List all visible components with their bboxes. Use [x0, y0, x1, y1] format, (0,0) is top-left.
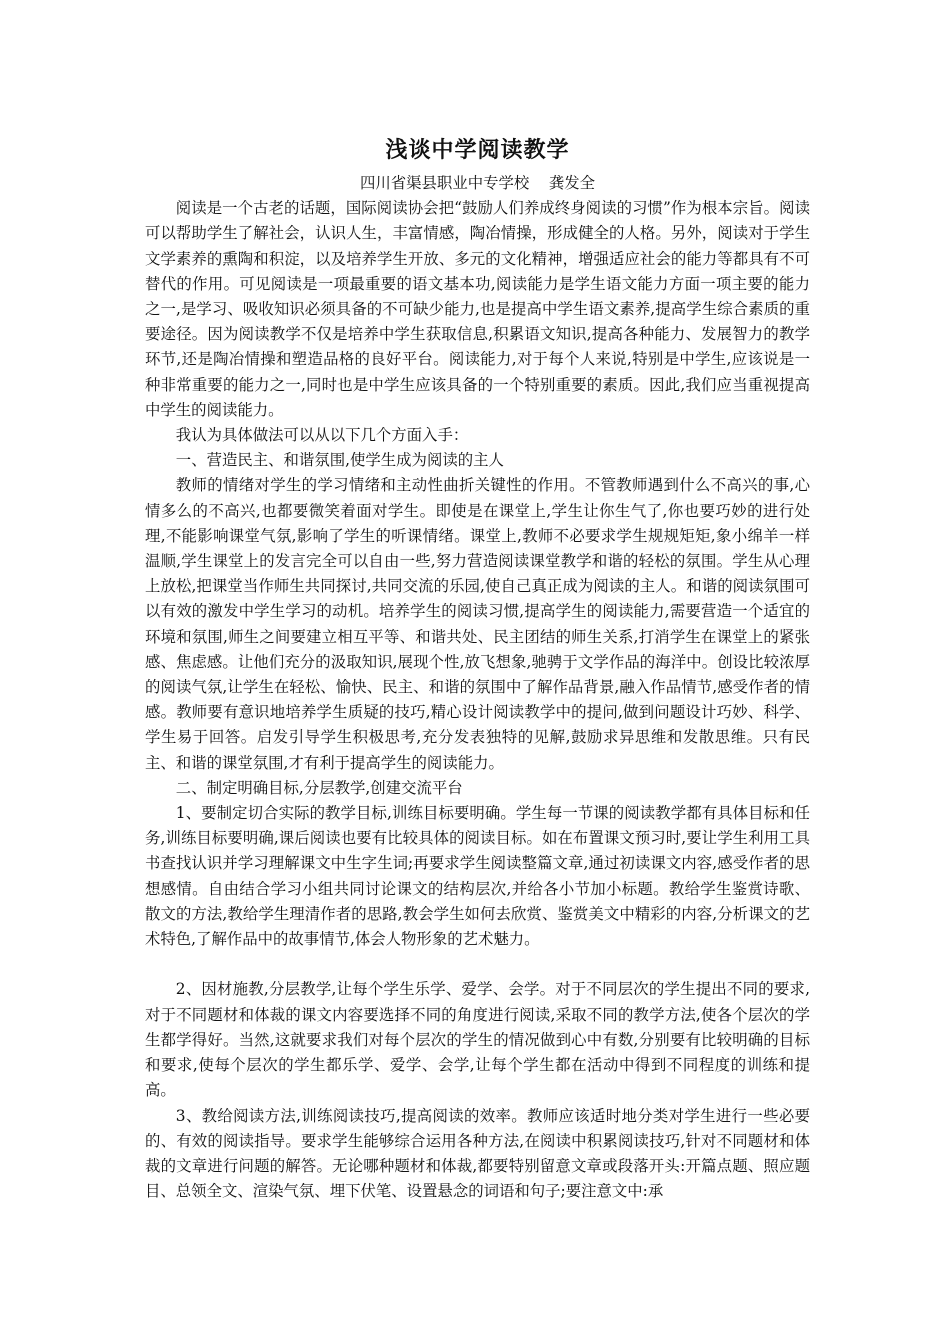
section-heading-1: 一、营造民主、和谐氛围,使学生成为阅读的主人 [175, 451, 504, 470]
paragraph-approach: 我认为具体做法可以从以下几个方面入手： [175, 426, 469, 445]
paragraph-intro: 阅读是一个古老的话题，国际阅读协会把“鼓励人们养成终身阅读的习惯”作为根本宗旨。阅读可以帮助学生了解社会，认识人生，丰富情感，陶冶情操，形成健全的人格。另外，阅读对于学生文学素养的熏陶和积淀，以及培养学生开放、多元的文化精神，增强适应社会的能力等都具有不可替代的作用。可见阅读是一项最重要的语文基本功,阅读能力是学生语文能力方面一项主要的能力之一,是学习、吸收知识必须具备的不可缺少能力,也是提高中学生语文素养,提高学生综合素质的重要途径。因为阅读教学不仅是培养中学生获取信息,积累语文知识,提高各种能力、发展智力的教学环节,还是陶冶情操和塑造品格的良好平台。阅读能力,对于每个人来说,特别是中学生,应该说是一种非常重要的能力之一,同时也是中学生应该具备的一个特别重要的素质。因此,我们应当重视提高中学生的阅读能力。 [145, 199, 810, 419]
document-page [145, 133, 810, 1204]
paragraph-tiered-teaching: 2、因材施教,分层教学,让每个学生乐学、爱学、会学。对于不同层次的学生提出不同的要求,对于不同题材和体裁的课文内容要选择不同的角度进行阅读,采取不同的教学方法,使各个层次的学生都学得好。当然,这就要求我们对每个层次的学生的情况做到心中有数,分别要有比较明确的目标和要求,使每个层次的学生都乐学、爱学、会学,让每个学生都在活动中得到不同程度的训练和提高。 [145, 980, 810, 1100]
paragraph-section-1: 教师的情绪对学生的学习情绪和主动性曲折关键性的作用。不管教师遇到什么不高兴的事,心情多么的不高兴,也都要微笑着面对学生。即使是在课堂上,学生让你生气了,你也要巧妙的进行处理,不能影响课堂气氛,影响了学生的听课情绪。课堂上,教师不必要求学生规规矩矩,象小绵羊一样温顺,学生课堂上的发言完全可以自由一些,努力营造阅读课堂教学和谐的轻松的氛围。学生从心理上放松,把课堂当作师生共同探讨,共同交流的乐园,使自己真正成为阅读的主人。和谐的阅读氛围可以有效的激发中学生学习的动机。培养学生的阅读习惯,提高学生的阅读能力,需要营造一个适宜的环境和氛围,师生之间要建立相互平等、和谐共处、民主团结的师生关系,打消学生在课堂上的紧张感、焦虑感。让他们充分的汲取知识,展现个性,放飞想象,驰骋于文学作品的海洋中。创设比较浓厚的阅读气氛,让学生在轻松、愉快、民主、和谐的氛围中了解作品背景,融入作品情节,感受作者的情感。教师要有意识地培养学生质疑的技巧,精心设计阅读教学中的提问,做到问题设计巧妙、科学、学生易于回答。启发引导学生积极思考,充分发表独特的见解,鼓励求异思维和发散思维。只有民主、和谐的课堂氛围,才有利于提高学生的阅读能力。 [145, 476, 810, 772]
document-title: 浅谈中学阅读教学 [385, 137, 570, 163]
paragraph-goals: 1、要制定切合实际的教学目标,训练目标要明确。学生每一节课的阅读教学都有具体目标和任务,训练目标要明确,课后阅读也要有比较具体的阅读目标。如在布置课文预习时,要让学生利用工具书查找认识并学习理解课文中生字生词;再要求学生阅读整篇文章,通过初读课文内容,感受作者的思想感情。自由结合学习小组共同讨论课文的结构层次,并给各小节加小标题。教给学生鉴赏诗歌、散文的方法,教给学生理清作者的思路,教会学生如何去欣赏、鉴赏美文中精彩的内容,分析课文的艺术特色,了解作品中的故事情节,体会人物形象的艺术魅力。 [145, 804, 810, 949]
author-line: 四川省渠县职业中专学校 龚发全 [359, 174, 596, 192]
blank-line [145, 952, 810, 977]
paragraph-reading-methods: 3、教给阅读方法,训练阅读技巧,提高阅读的效率。教师应该适时地分类对学生进行一些必要的、有效的阅读指导。要求学生能够综合运用各种方法,在阅读中积累阅读技巧,针对不同题材和体裁的文章进行问题的解答。无论哪种题材和体裁,都要特别留意文章或段落开头:开篇点题、照应题目、总领全文、渲染气氛、埋下伏笔、设置悬念的词语和句子;要注意文中:承 [145, 1106, 810, 1201]
section-heading-2: 二、制定明确目标,分层教学,创建交流平台 [175, 778, 463, 797]
